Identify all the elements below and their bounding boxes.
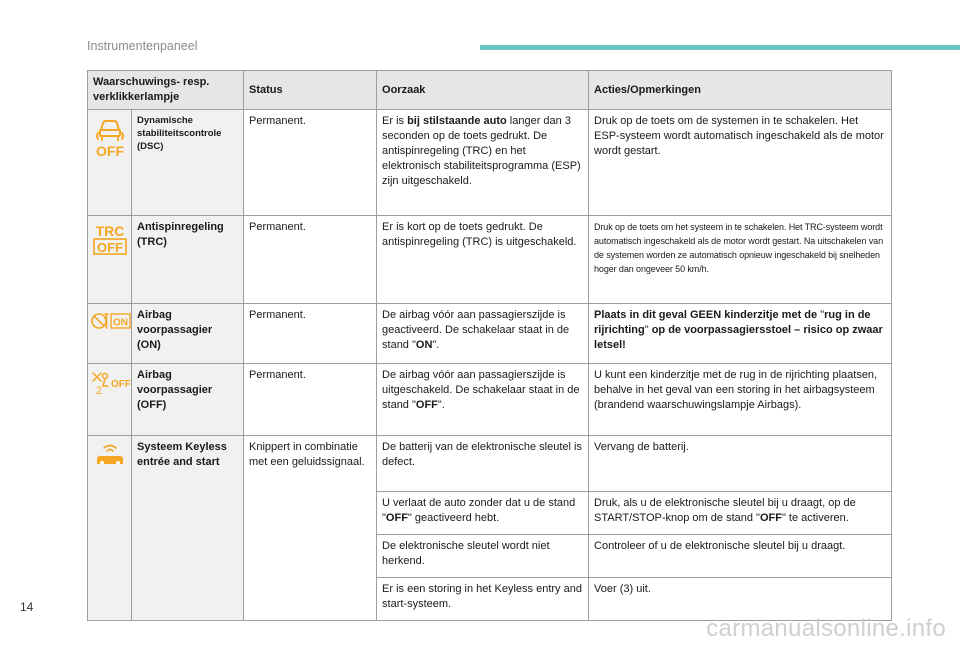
- lamp-icon-cell: [88, 436, 132, 621]
- warning-lamps-table: [87, 70, 892, 621]
- section-title: Instrumentenpaneel: [87, 39, 198, 53]
- trc-off-icon: [92, 222, 128, 256]
- cause-cell: De airbag vóór aan passagierszijde is geactiveerd. De schakelaar staat in de stand "ON".: [377, 304, 589, 364]
- table-row: [88, 436, 892, 492]
- action-cell: Vervang de batterij.: [589, 436, 892, 492]
- action-cell: Plaats in dit geval GEEN kinderzitje met de "rug in de rijrichting" op de voorpassagiersstoel – risico op zwaar letsel!: [589, 304, 892, 364]
- svg-text:OFF: OFF: [111, 379, 131, 390]
- svg-text:OFF: OFF: [95, 143, 124, 158]
- keyless-entry-icon: [94, 442, 126, 468]
- cause-cell: De elektronische sleutel wordt niet herkend.: [377, 535, 589, 578]
- status-cell: Permanent.: [244, 216, 377, 304]
- col-header-actions: Acties/Opmerkingen: [589, 71, 892, 110]
- svg-text:2: 2: [95, 385, 103, 396]
- status-cell: Knippert in combinatie met een geluidssignaal.: [244, 436, 377, 621]
- table-row: [88, 304, 892, 364]
- col-header-status: Status: [244, 71, 377, 110]
- svg-text:OFF: OFF: [96, 240, 123, 255]
- cause-cell: De batterij van de elektronische sleutel is defect.: [377, 436, 589, 492]
- lamp-name: Airbag voorpassagier (ON): [132, 304, 244, 364]
- lamp-name: Airbag voorpassagier (OFF): [132, 364, 244, 436]
- passenger-airbag-on-icon: [90, 310, 132, 332]
- status-cell: Permanent.: [244, 110, 377, 216]
- table-row: [88, 216, 892, 304]
- action-cell: Druk, als u de elektronische sleutel bij u draagt, op de START/STOP-knop om de stand "OFF" te activeren.: [589, 492, 892, 535]
- cause-cell: Er is bij stilstaande auto langer dan 3 seconden op de toets gedrukt. De antispinregeling (TRC) en het elektronisch stabiliteitsprogramma (ESP) zijn uitgeschakeld.: [377, 110, 589, 216]
- table-row: [88, 110, 892, 216]
- lamp-icon-cell: [88, 216, 132, 304]
- passenger-airbag-off-icon: [90, 370, 132, 396]
- lamp-icon-cell: [88, 110, 132, 216]
- cause-cell: U verlaat de auto zonder dat u de stand "OFF" geactiveerd hebt.: [377, 492, 589, 535]
- lamp-name: Systeem Keyless entrée and start: [132, 436, 244, 621]
- status-cell: Permanent.: [244, 364, 377, 436]
- table-header-row: [88, 71, 892, 110]
- cause-cell: Er is een storing in het Keyless entry and start-systeem.: [377, 578, 589, 621]
- lamp-name: Dynamische stabiliteitscontrole (DSC): [132, 110, 244, 216]
- col-header-cause: Oorzaak: [377, 71, 589, 110]
- status-cell: Permanent.: [244, 304, 377, 364]
- action-cell: Voer (3) uit.: [589, 578, 892, 621]
- svg-text:TRC: TRC: [95, 223, 124, 239]
- action-cell: Druk op de toets om het systeem in te schakelen. Het TRC-systeem wordt automatisch ingeschakeld als de motor wordt gestart. Na uitschakelen van de systemen worden ze automatisch opnieuw ingeschakeld bij snelheden hoger dan ongeveer 50 km/h.: [589, 216, 892, 304]
- vehicle-stability-off-icon: [93, 116, 127, 158]
- watermark: carmanualsonline.info: [706, 615, 946, 642]
- action-cell: Druk op de toets om de systemen in te schakelen. Het ESP-systeem wordt automatisch ingeschakeld als de motor wordt gestart.: [589, 110, 892, 216]
- action-cell: Controleer of u de elektronische sleutel bij u draagt.: [589, 535, 892, 578]
- cause-cell: Er is kort op de toets gedrukt. De antispinregeling (TRC) is uitgeschakeld.: [377, 216, 589, 304]
- lamp-icon-cell: [88, 364, 132, 436]
- action-cell: U kunt een kinderzitje met de rug in de rijrichting plaatsen, behalve in het geval van een storing in het airbagsysteem (brandend waarschuwingslampje Airbags).: [589, 364, 892, 436]
- page-number: 14: [20, 600, 34, 614]
- table-row: [88, 364, 892, 436]
- col-header-lamp: Waarschuwings- resp. verklikkerlampje: [88, 71, 244, 110]
- lamp-name: Antispinregeling (TRC): [132, 216, 244, 304]
- svg-text:ON: ON: [113, 317, 128, 329]
- lamp-icon-cell: [88, 304, 132, 364]
- cause-cell: De airbag vóór aan passagierszijde is uitgeschakeld. De schakelaar staat in de stand "OFF".: [377, 364, 589, 436]
- header-accent-bar: [480, 45, 960, 50]
